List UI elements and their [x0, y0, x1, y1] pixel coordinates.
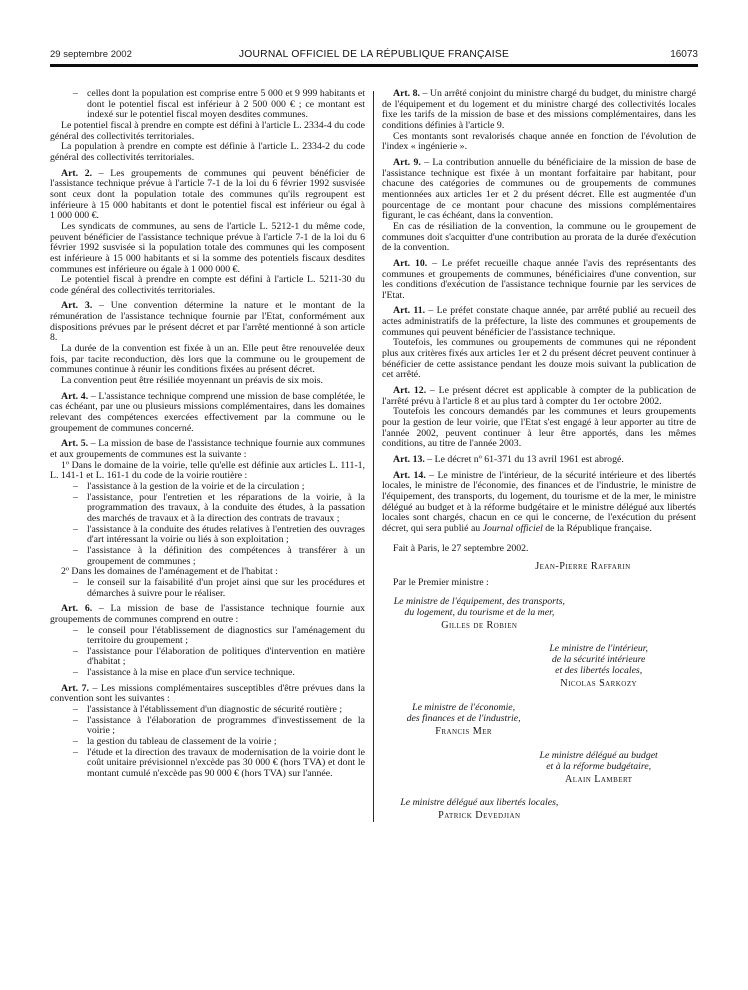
two-column-body	[50, 89, 698, 822]
list-item	[50, 546, 365, 567]
article-label: Art. 9.	[393, 156, 421, 168]
list-dash: –	[73, 704, 78, 716]
article-6	[50, 604, 365, 625]
minister-name: Alain Lambert	[564, 773, 633, 785]
paragraph: La durée de la convention est fixée à un an. Elle peut être renouvelée deux fois, par tacite reconduction, dès lors que la commune ou le groupement de communes continue à réunir les conditions fixées au présent décret.	[50, 343, 365, 376]
article-text: – Le préfet constate chaque année, par arrêté publié au recueil des actes administratifs de la préfecture, la liste des communes et groupements de communes qui peuvent bénéficier de l'assistance technique.	[382, 305, 696, 338]
article-text: – Un arrêté conjoint du ministre chargé du budget, du ministre chargé de l'équipement et du logement et du ministre chargé des collectivités locales fixe les tarifs de la mission de base et des missions complémentaires, dans les conditions définies à l'article 9.	[382, 88, 696, 131]
par-le-premier-ministre: Par le Premier ministre :	[393, 576, 489, 588]
header-rule	[50, 64, 698, 67]
article-text: – La contribution annuelle du bénéficiaire de la mission de base de l'assistance technique est fixée à un montant forfaitaire par habitant, pour chacune des catégories de communes ou de groupements de communes mentionnées aux articles 1er et 2 du présent décret. Elle est augmentée d'un pourcentage de ce montant pour chacune des missions complémentaires figurant, le cas échéant, dans la convention.	[382, 156, 696, 222]
list-dash: –	[73, 523, 78, 535]
article-label: Art. 10.	[393, 257, 428, 269]
list-dash: –	[73, 491, 78, 503]
list-item	[50, 668, 365, 679]
list-item-text: le conseil pour l'établissement de diagnostics sur l'aménagement du territoire du groupement ;	[87, 624, 365, 647]
article-text: – La mission de base de l'assistance technique fournie aux groupements de communes comprend en outre :	[50, 603, 365, 625]
prime-minister-name: Jean-Pierre Raffarin	[535, 561, 631, 573]
paragraph: En cas de résiliation de la convention, la commune ou le groupement de communes doit s'acquitter d'une contribution au prorata de la durée d'exécution de la convention.	[382, 220, 696, 254]
minister-title: Le ministre délégué aux libertés locales,	[400, 797, 559, 809]
journal-title: JOURNAL OFFICIEL DE LA RÉPUBLIQUE FRANÇAISE	[238, 49, 510, 60]
list-dash: –	[73, 736, 78, 748]
list-item-text: l'étude et la direction des travaux de modernisation de la voirie dont le coût unitaire prévisionnel n'excède pas 30 000 € (hors TVA) et dont le montant cumulé n'excède pas 90 000 € (hors TVA) sur l'année.	[87, 746, 365, 780]
minister-title: de la sécurité intérieure	[551, 654, 646, 666]
list-dash: –	[73, 624, 78, 636]
list-dash: –	[73, 88, 78, 99]
article-5	[50, 439, 365, 460]
list-item-text: l'assistance à l'élaboration de programmes d'investissement de la voirie ;	[87, 714, 365, 737]
article-label: Art. 7.	[61, 682, 89, 694]
article-4	[50, 392, 365, 435]
article-14	[382, 471, 696, 535]
article-text: – Une convention détermine la nature et le montant de la rémunération de l'assistance technique fournie par l'Etat, conformément aux dispositions prévues par le présent décret et par l'arrêté mentionné à son article 8.	[50, 300, 366, 344]
minister-title: du logement, du tourisme et de la mer,	[404, 606, 555, 618]
minister-title: Le ministre délégué au budget	[539, 749, 658, 761]
article-11	[382, 306, 696, 338]
minister-title: des finances et de l'industrie,	[406, 712, 521, 724]
list-item	[50, 647, 365, 668]
minister-title: Le ministre de l'intérieur,	[549, 643, 648, 655]
list-item-text: l'assistance à la conduite des études relatives à l'entretien des ouvrages d'art intéressant la voirie ou liés à son exploitation ;	[87, 523, 365, 546]
list-item-text: le conseil sur la faisabilité d'un projet ainsi que sur les procédures et démarches à suivre pour le réaliser.	[87, 576, 365, 599]
list-dash: –	[73, 645, 78, 657]
article-label: Art. 12.	[393, 385, 427, 397]
article-label: Art. 4.	[61, 390, 89, 402]
article-text: – La mission de base de l'assistance technique fournie aux communes et aux groupements de communes est la suivante :	[50, 438, 365, 460]
page-number: 16073	[670, 49, 698, 60]
paragraph: Toutefois les concours demandés par les communes et leurs groupements pour la gestion de leur voirie, que l'Etat s'est engagé à leur apporter au titre de l'année 2002, peuvent continuer à leur être apportés, dans les mêmes conditions, au titre de l'année 2003.	[382, 406, 696, 450]
minister-name: Patrick Devedjian	[438, 810, 521, 822]
article-9	[382, 158, 696, 222]
list-item-text: l'assistance à l'établissement d'un diagnostic de sécurité routière ;	[87, 704, 343, 716]
article-label: Art. 5.	[61, 438, 89, 450]
paragraph: Le potentiel fiscal à prendre en compte est défini à l'article L. 5211-30 du code général des collectivités territoriales.	[50, 274, 365, 296]
article-label: Art. 11.	[393, 305, 426, 317]
signature-block-interieur	[501, 643, 696, 690]
journal-officiel-italic: Journal officiel	[482, 522, 543, 534]
page-header	[50, 46, 698, 60]
article-label: Art. 6.	[61, 603, 93, 615]
list-item-text: l'assistance à la gestion de la voirie et de la circulation ;	[87, 480, 305, 492]
list-item-text: la gestion du tableau de classement de la voirie ;	[87, 736, 277, 748]
list-item-text: l'assistance, pour l'entretien et les réparations de la voirie, à la programmation des travaux, à la conduite des études, à la passation des marchés de travaux et à la direction des contrats de travaux ;	[87, 491, 365, 524]
article-label: Art. 13.	[393, 454, 425, 465]
list-item	[50, 525, 365, 546]
article-12	[382, 386, 696, 407]
article-text: – Le ministre de l'intérieur, de la sécurité intérieure et des libertés locales, le ministre de l'économie, des finances et de l'industrie, le ministre de l'équipement, des transports, du logement, du tourisme et de la mer, le ministre délégué au budget et à la réforme budgétaire et le ministre délégué aux libertés locales sont chargés, chacun en ce qui le concerne, de l'exécution du présent décret, qui sera publié au	[382, 469, 696, 534]
list-dash: –	[73, 714, 78, 726]
minister-name: Gilles de Robien	[441, 619, 518, 631]
article-text: – Le préfet recueille chaque année l'avis des représentants des communes et groupements de communes, bénéficiaires d'une convention, sur les conditions d'exécution de l'assistance technique fournie par les services de l'Etat.	[382, 257, 696, 301]
minister-title: Le ministre de l'équipement, des transports,	[393, 595, 565, 607]
paragraph: Les syndicats de communes, au sens de l'article L. 5212-1 du même code, peuvent bénéficier de l'assistance technique prévue à l'article 7-1 de la loi du 6 février 1992 susvisée si la population totale des communes qui les composent est inférieure à 15 000 habitants et si la somme des potentiels fiscaux desdites communes est inférieure ou égale à 1 000 000 €.	[50, 220, 365, 275]
list-item	[50, 578, 365, 599]
article-label: Art. 8.	[393, 88, 420, 99]
list-dash: –	[73, 746, 78, 758]
list-item	[50, 626, 365, 647]
paragraph: Toutefois, les communes ou groupements de communes qui ne répondent plus aux critères fixés aux articles 1er et 2 du présent décret peuvent continuer à bénéficier de cette assistance pendant les douze mois suivant la publication de cet arrêté.	[382, 337, 696, 381]
paragraph: Ces montants sont revalorisés chaque année en fonction de l'évolution de l'index « ingénierie ».	[382, 130, 696, 153]
article-text: – Les missions complémentaires susceptibles d'être prévues dans la convention sont les suivantes :	[50, 682, 366, 705]
minister-title: et des libertés locales,	[555, 665, 643, 677]
paragraph: Le potentiel fiscal à prendre en compte est défini à l'article L. 2334-4 du code général des collectivités territoriales.	[50, 119, 365, 142]
article-10	[382, 259, 696, 302]
paragraph: La population à prendre en compte est définie à l'article L. 2334-2 du code général des collectivités territoriales.	[50, 141, 365, 163]
left-column	[50, 89, 365, 822]
article-text: – Le présent décret est applicable à compter de la publication de l'arrêté prévu à l'article 8 et au plus tard à compter du 1er octobre 2002.	[382, 385, 696, 407]
paragraph: 2º Dans les domaines de l'aménagement et de l'habitat :	[61, 566, 278, 578]
list-item	[50, 89, 365, 121]
article-text: – L'assistance technique comprend une mission de base complétée, le cas échéant, par une ou plusieurs missions complémentaires, dans les domaines relevant des compétences exercées effectivement par la commune ou le groupement de communes concerné.	[50, 390, 365, 434]
paragraph: 1º Dans le domaine de la voirie, telle qu'elle est définie aux articles L. 111-1, L. 141-1 et L. 161-1 du code de la voirie routière :	[50, 459, 365, 482]
header-date: 29 septembre 2002	[50, 49, 132, 60]
list-item-text: l'assistance pour l'élaboration de politiques d'intervention en matière d'habitat ;	[87, 645, 365, 668]
article-text: – Le décret nº 61-371 du 13 avril 1961 est abrogé.	[427, 454, 624, 465]
minister-name: Francis Mer	[435, 725, 493, 737]
list-dash: –	[73, 667, 78, 679]
column-divider	[373, 91, 374, 822]
list-item	[50, 748, 365, 780]
article-text: – Les groupements de communes qui peuvent bénéficier de l'assistance technique prévue à l'article 7-1 de la loi du 6 février 1992 susvisée sont ceux dont la population totale des communes qu'ils regroupent est inférieure à 15 000 habitants et dont le potentiel fiscal est inférieur ou égal à 1 000 000 €.	[50, 167, 365, 222]
signature-block-budget	[501, 750, 696, 786]
list-item	[50, 716, 365, 737]
article-7	[50, 684, 365, 705]
paragraph: La convention peut être résiliée moyennant un préavis de six mois.	[61, 375, 323, 387]
list-dash: –	[73, 544, 78, 556]
minister-name: Nicolas Sarkozy	[560, 678, 638, 690]
right-column	[382, 89, 696, 822]
article-text: de la République française.	[542, 522, 652, 534]
date-of-signature: Fait à Paris, le 27 septembre 2002.	[393, 542, 529, 554]
minister-title: Le ministre de l'économie,	[412, 701, 516, 713]
list-item	[50, 493, 365, 525]
article-label: Art. 3.	[61, 300, 93, 312]
list-dash: –	[73, 480, 78, 492]
signature-block-equipement	[382, 596, 577, 632]
list-item-text: l'assistance à la définition des compétences à transférer à un groupement de communes ;	[87, 544, 365, 567]
article-2	[50, 169, 365, 222]
article-8	[382, 89, 696, 132]
list-dash: –	[73, 576, 78, 588]
list-item-text: celles dont la population est comprise entre 5 000 et 9 999 habitants et dont le potentiel fiscal est inférieur à 2 500 000 € ; ce montant est indexé sur le potentiel fiscal moyen desdites communes.	[87, 88, 365, 121]
article-label: Art. 2.	[61, 167, 93, 179]
article-3	[50, 301, 365, 344]
list-item-text: l'assistance à la mise en place d'un service technique.	[87, 667, 295, 679]
signature-block-libertes-locales	[382, 797, 577, 822]
article-label: Art. 14.	[393, 469, 426, 481]
minister-title: et à la réforme budgétaire,	[546, 760, 652, 772]
signature-block-economie	[382, 702, 545, 738]
article-13	[382, 455, 696, 466]
